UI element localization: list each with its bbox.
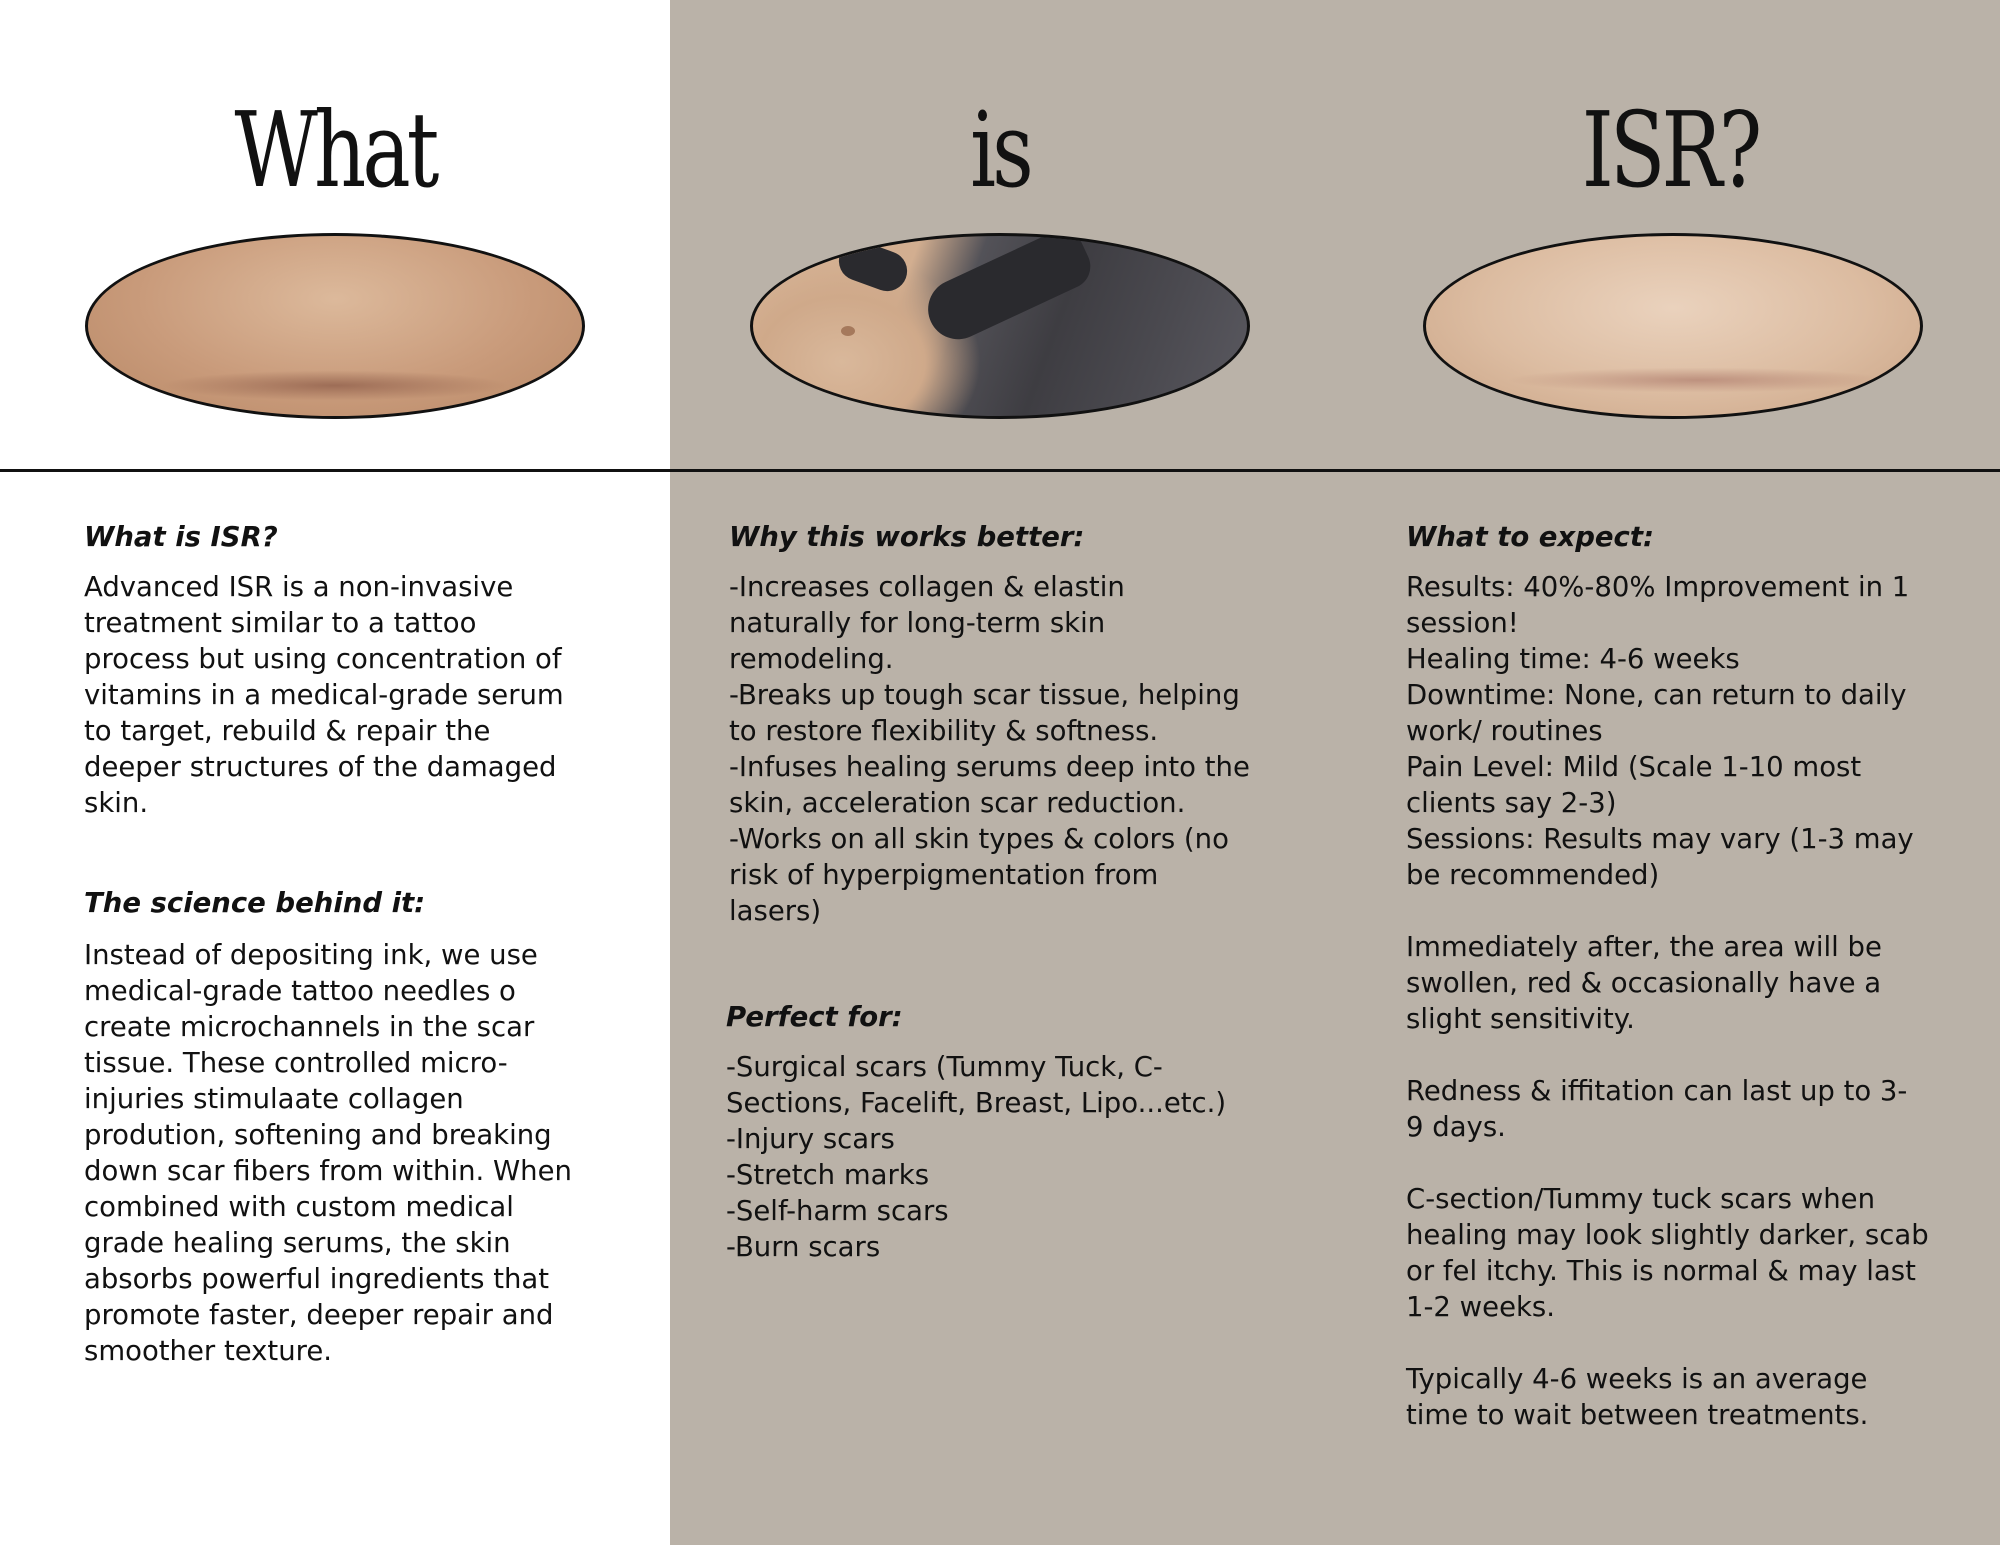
column-what-is-isr — [84, 519, 624, 1369]
gloved-hand-left — [833, 235, 912, 297]
title-word-what: What — [234, 89, 436, 211]
list-perfect-for: -Surgical scars (Tummy Tuck, C- Sections, Facelift, Breast, Lipo...etc.) -Injury scars -Stretch marks -Self-harm scars -Burn scars — [726, 1051, 1227, 1263]
scar-before-photo — [85, 233, 585, 419]
paragraph-science: Instead of depositing ink, we use medical-grade tattoo needles o create microchannels in the scar tissue. These controlled micro- injuries stimulaate collagen prodution, softening and breaking down scar fibers from within. When combined with custom medical grade healing serums, the skin absorbs powerful ingredients that promote faster, deeper repair and smoother texture. — [84, 939, 572, 1367]
horizontal-divider — [0, 469, 2000, 472]
treatment-photo — [750, 233, 1250, 419]
scar-after-photo — [1423, 233, 1923, 419]
paragraph-c-section-healing: C-section/Tummy tuck scars when healing may look slightly darker, scab or fel itchy. This is normal & may last 1-2 weeks. — [1406, 1183, 1929, 1323]
paragraph-immediately-after: Immediately after, the area will be swollen, red & occasionally have a slight sensitivity. — [1406, 931, 1882, 1035]
column-what-to-expect — [1406, 519, 1986, 1433]
heading-what-to-expect: What to expect: — [1406, 521, 1654, 553]
column-why-works-better — [726, 519, 1299, 1265]
title-word-is: is — [970, 89, 1030, 211]
title-word-isr: ISR? — [1581, 89, 1759, 211]
heading-perfect-for: Perfect for: — [726, 1001, 903, 1033]
paragraph-expect-details: Results: 40%-80% Improvement in 1 session! Healing time: 4-6 weeks Downtime: None, can return to daily work/ routines Pain Level: Mild (Scale 1-10 most clients say 2-3) Sessions: Results may vary (1-3 may be recommended) — [1406, 571, 1914, 891]
navel — [841, 326, 855, 336]
heading-why-works-better: Why this works better: — [729, 521, 1085, 553]
heading-science-behind-it: The science behind it: — [84, 887, 426, 919]
paragraph-isr-description: Advanced ISR is a non-invasive treatment similar to a tattoo process but using concentration of vitamins in a medical-grade serum to target, rebuild & repair the deeper structures of the damaged skin. — [84, 571, 564, 819]
paragraph-treatment-interval: Typically 4-6 weeks is an average time to wait between treatments. — [1406, 1363, 1869, 1431]
paragraph-redness: Redness & iffitation can last up to 3- 9 days. — [1406, 1075, 1908, 1143]
heading-what-is-isr: What is ISR? — [84, 521, 278, 553]
gloved-hand-right — [918, 233, 1097, 349]
list-benefits: -Increases collagen & elastin naturally for long-term skin remodeling. -Breaks up tough scar tissue, helping to restore flexibility & softness. -Infuses healing serums deep into the skin, acceleration scar reduction. -Works on all skin types & colors (no risk of hyperpigmentation from lasers) — [729, 571, 1250, 927]
